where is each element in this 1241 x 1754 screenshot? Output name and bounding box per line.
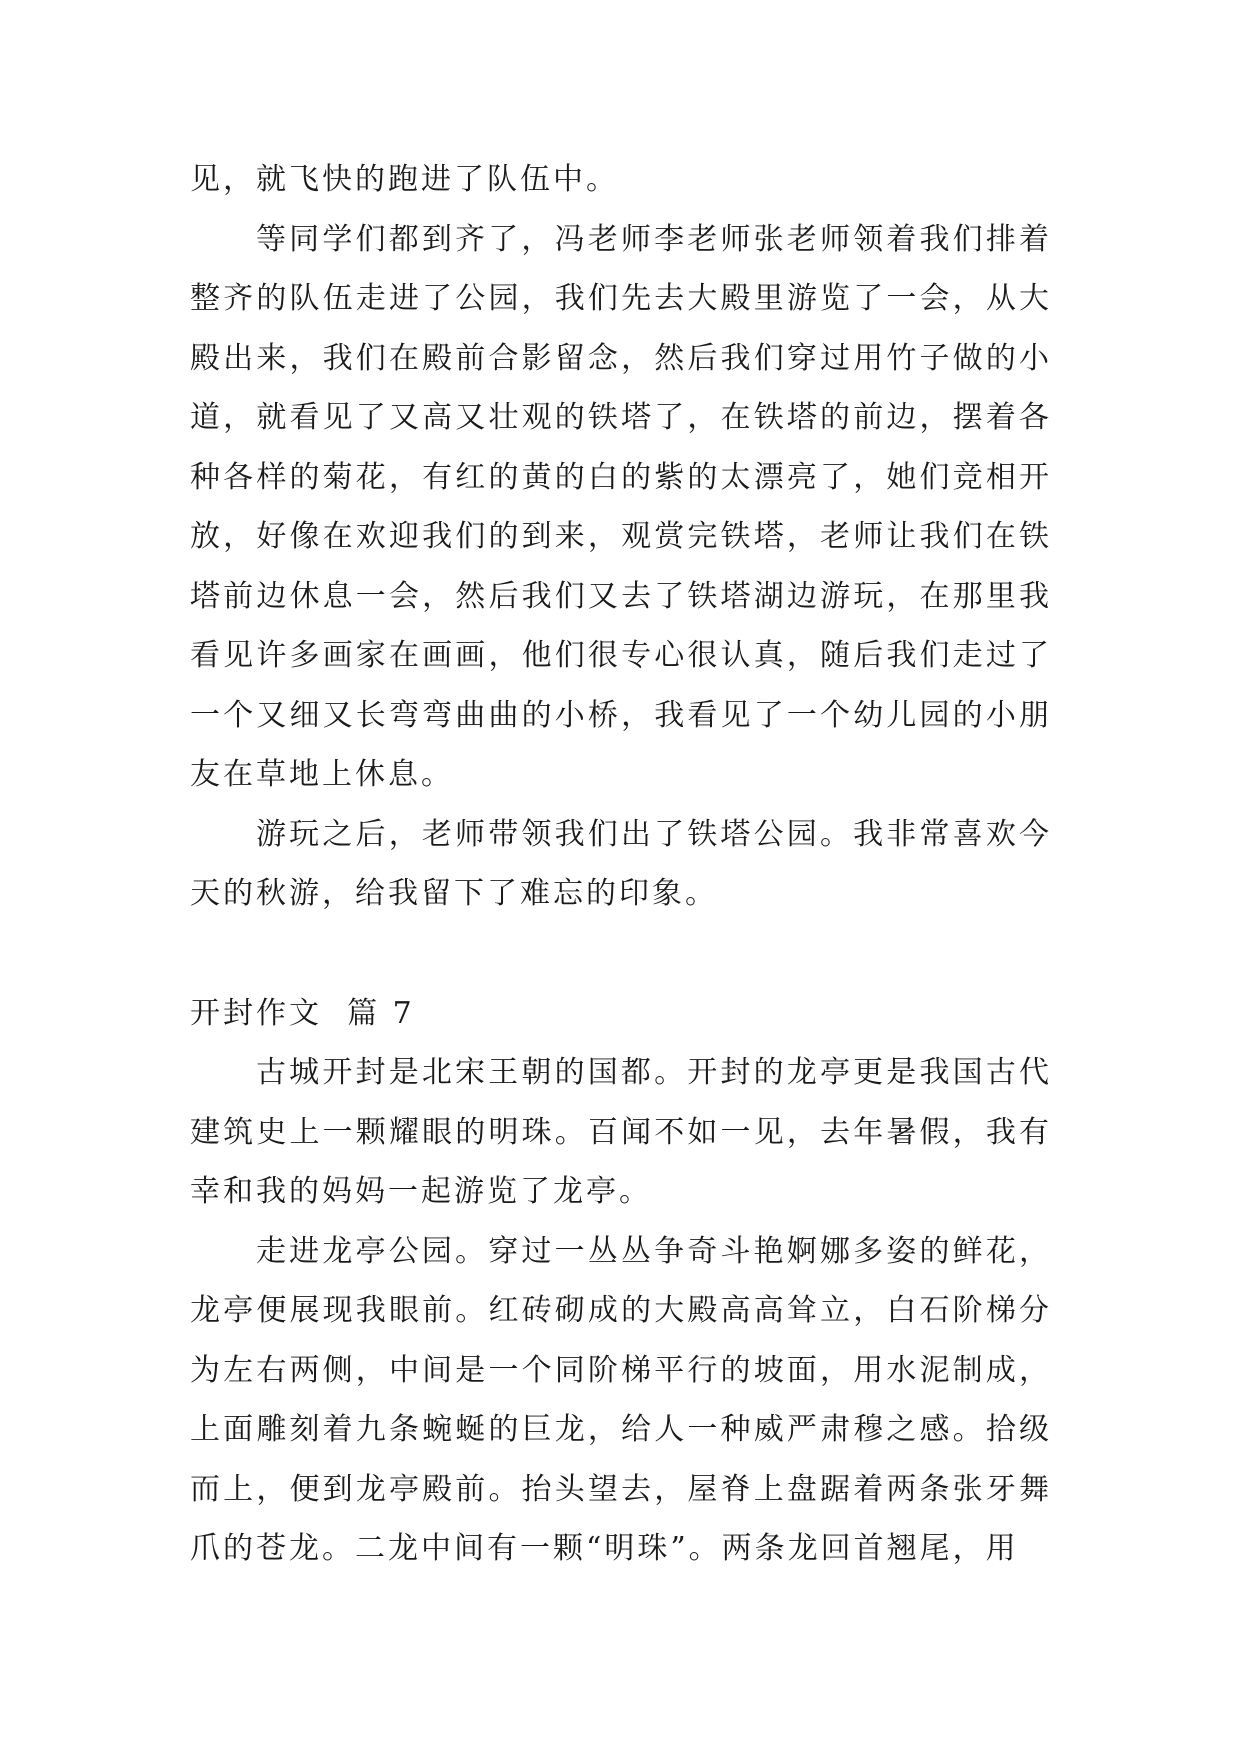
- paragraph: 等同学们都到齐了，冯老师李老师张老师领着我们排着整齐的队伍走进了公园，我们先去大殿里游览了一会，从大殿出来，我们在殿前合影留念，然后我们穿过用竹子做的小道，就看见了又高又壮观的铁塔了，在铁塔的前边，摆着各种各样的菊花，有红的黄的白的紫的太漂亮了，她们竞相开放，好像在欢迎我们的到来，观赏完铁塔，老师让我们在铁塔前边休息一会，然后我们又去了铁塔湖边游玩，在那里我看见许多画家在画画，他们很专心很认真，随后我们走过了一个又细又长弯弯曲曲的小桥，我看见了一个幼儿园的小朋友在草地上休息。: [190, 221, 1052, 792]
- paragraph: 游玩之后，老师带领我们出了铁塔公园。我非常喜欢今天的秋游，给我留下了难忘的印象。: [190, 816, 1052, 911]
- section-heading: 开封作文 篇 7: [190, 995, 415, 1031]
- paragraph-continued: 见，就飞快的跑进了队伍中。: [190, 162, 619, 197]
- paragraph: 走进龙亭公园。穿过一丛丛争奇斗艳婀娜多姿的鲜花，龙亭便展现我眼前。红砖砌成的大殿高高耸立，白石阶梯分为左右两侧，中间是一个同阶梯平行的坡面，用水泥制成，上面雕刻着九条蜿蜒的巨龙，给人一种威严肃穆之感。拾级而上，便到龙亭殿前。抬头望去，屋脊上盘踞着两条张牙舞爪的苍龙。二龙中间有一颗“明珠”。两条龙回首翘尾，用: [190, 1233, 1052, 1566]
- paragraph: 古城开封是北宋王朝的国都。开封的龙亭更是我国古代建筑史上一颗耀眼的明珠。百闻不如一见，去年暑假，我有幸和我的妈妈一起游览了龙亭。: [190, 1055, 1052, 1209]
- document-page: [190, 150, 1052, 1579]
